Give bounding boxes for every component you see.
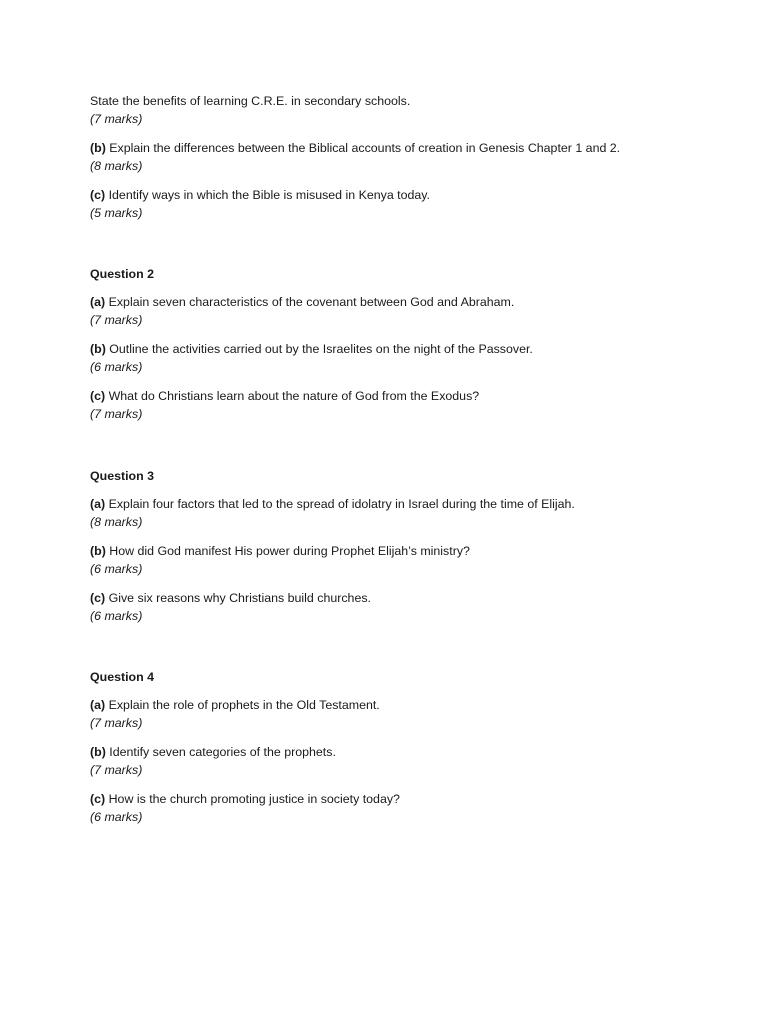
question-heading: Question 4 xyxy=(90,670,155,684)
question-4-section xyxy=(90,668,730,837)
question-text-line xyxy=(90,589,730,607)
question-item xyxy=(90,92,730,128)
question-text-line xyxy=(90,293,730,311)
item-marks: (8 marks) xyxy=(90,515,143,529)
question-text-line xyxy=(90,542,730,560)
item-text: Outline the activities carried out by the Israelites on the night of the Passover. xyxy=(105,342,533,356)
question-text-line xyxy=(90,92,730,110)
question-item xyxy=(90,340,730,376)
question-item xyxy=(90,186,730,222)
question-heading: Question 3 xyxy=(90,469,155,483)
question-2-section xyxy=(90,265,730,434)
item-letter: (c) xyxy=(90,389,106,403)
item-text: State the benefits of learning C.R.E. in secondary schools. xyxy=(90,94,411,108)
question-text-line xyxy=(90,743,730,761)
item-letter: (b) xyxy=(90,544,106,558)
item-marks: (6 marks) xyxy=(90,609,143,623)
item-marks: (7 marks) xyxy=(90,407,143,421)
item-marks: (7 marks) xyxy=(90,112,143,126)
item-letter: (c) xyxy=(90,792,106,806)
question-text-line xyxy=(90,790,730,808)
item-marks: (6 marks) xyxy=(90,562,143,576)
question-text-line xyxy=(90,387,730,405)
item-text: Explain the differences between the Biblical accounts of creation in Genesis Chapter 1 and 2. xyxy=(105,141,621,155)
question-item xyxy=(90,542,730,578)
item-letter: (a) xyxy=(90,295,106,309)
item-text: What do Christians learn about the nature of God from the Exodus? xyxy=(105,389,480,403)
item-letter: (b) xyxy=(90,342,106,356)
item-text: Identify seven categories of the prophets. xyxy=(105,745,336,759)
question-item xyxy=(90,293,730,329)
question-item xyxy=(90,589,730,625)
question-text-line xyxy=(90,495,730,513)
question-heading: Question 2 xyxy=(90,267,155,281)
item-text: Identify ways in which the Bible is misused in Kenya today. xyxy=(105,188,430,202)
item-marks: (5 marks) xyxy=(90,206,143,220)
item-marks: (7 marks) xyxy=(90,313,143,327)
question-text-line xyxy=(90,139,730,157)
item-marks: (7 marks) xyxy=(90,763,143,777)
question-text-line xyxy=(90,186,730,204)
item-marks: (6 marks) xyxy=(90,810,143,824)
item-marks: (8 marks) xyxy=(90,159,143,173)
item-text: Explain the role of prophets in the Old Testament. xyxy=(105,698,380,712)
item-letter: (b) xyxy=(90,745,106,759)
item-letter: (b) xyxy=(90,141,106,155)
item-text: How is the church promoting justice in society today? xyxy=(105,792,400,806)
item-letter: (a) xyxy=(90,698,106,712)
question-text-line xyxy=(90,696,730,714)
question-item xyxy=(90,790,730,826)
question-item xyxy=(90,139,730,175)
item-marks: (7 marks) xyxy=(90,716,143,730)
item-letter: (c) xyxy=(90,591,106,605)
question-item xyxy=(90,387,730,423)
item-letter: (a) xyxy=(90,497,106,511)
item-text: Explain four factors that led to the spread of idolatry in Israel during the time of Elijah. xyxy=(105,497,575,511)
item-marks: (6 marks) xyxy=(90,360,143,374)
question-item xyxy=(90,696,730,732)
item-text: How did God manifest His power during Prophet Elijah’s ministry? xyxy=(105,544,470,558)
question-3-section xyxy=(90,467,730,636)
question-item xyxy=(90,743,730,779)
question-item xyxy=(90,495,730,531)
question-1-continuation xyxy=(90,92,730,233)
question-text-line xyxy=(90,340,730,358)
item-text: Give six reasons why Christians build churches. xyxy=(105,591,371,605)
item-letter: (c) xyxy=(90,188,106,202)
item-text: Explain seven characteristics of the covenant between God and Abraham. xyxy=(105,295,515,309)
